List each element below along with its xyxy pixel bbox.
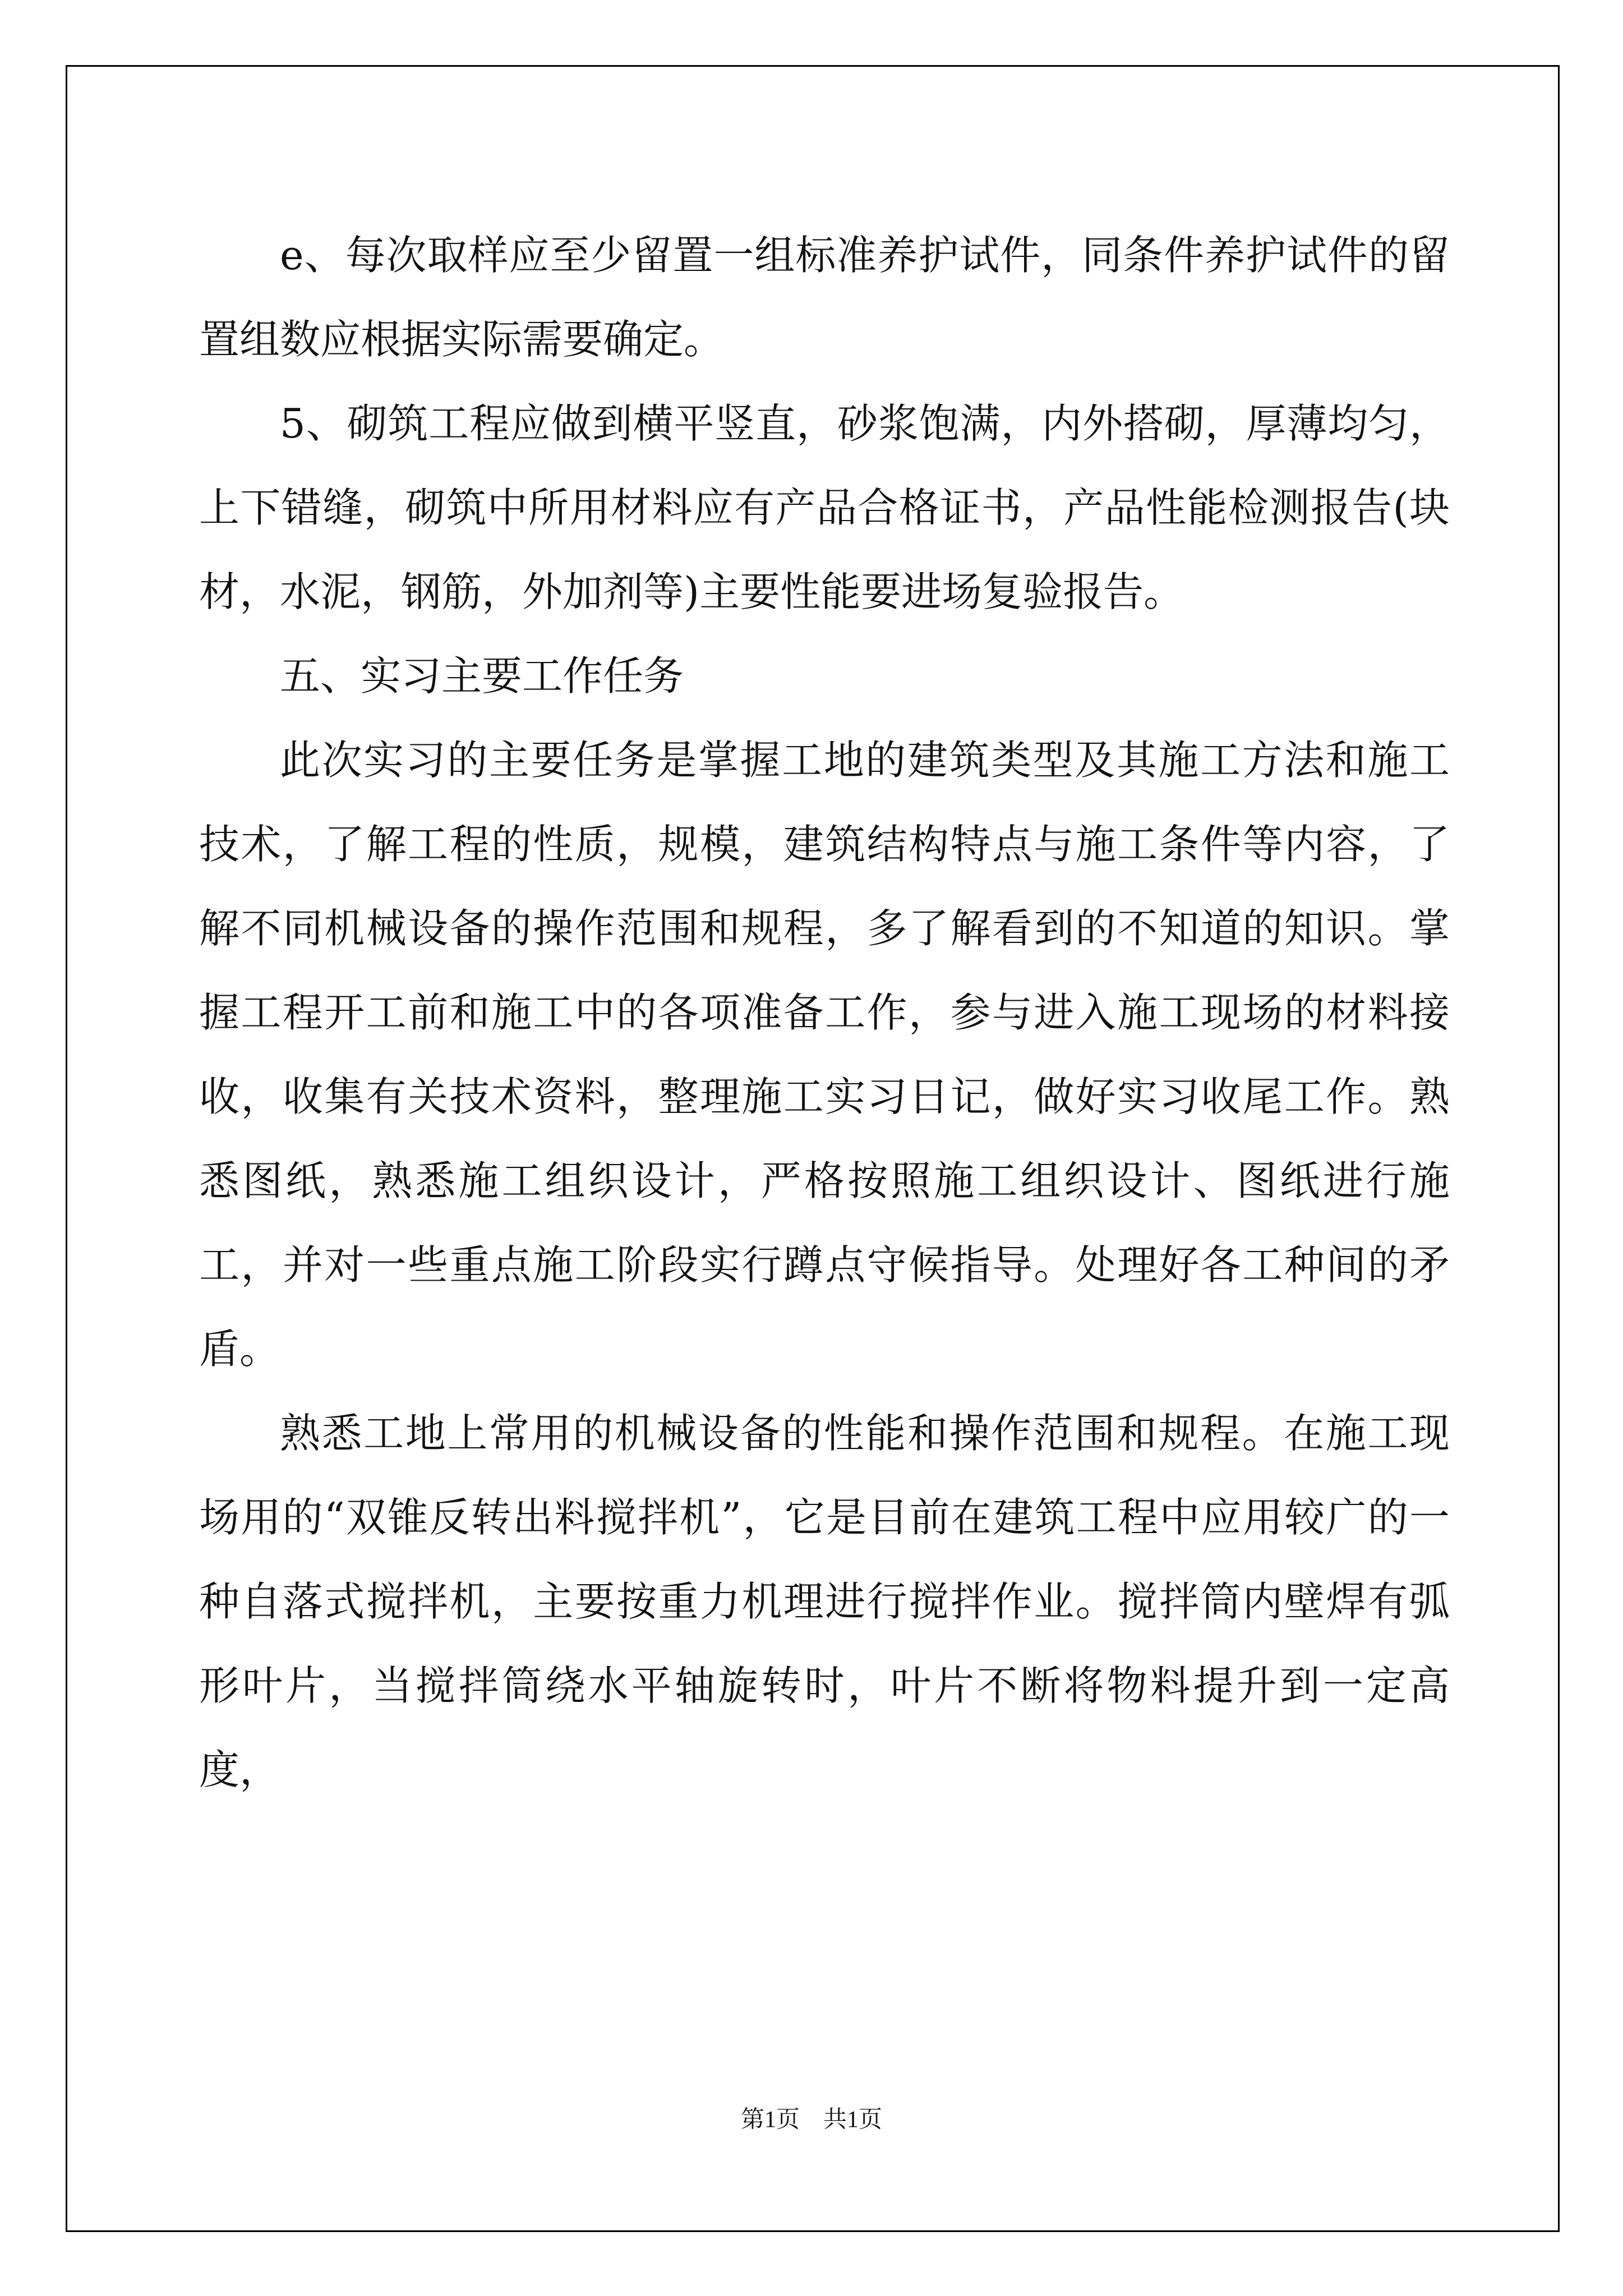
section-heading: 五、实习主要工作任务 — [280, 652, 684, 700]
page-number-footer: 第1页 共1页 — [740, 2107, 882, 2133]
paragraph-2: 5、砌筑工程应做到横平竖直，砂浆饱满，内外搭砌，厚薄均匀，上下错缝，砌筑中所用材料应有产品合格证书，产品性能检测报告(块材，水泥，钢筋，外加剂等)主要性能要进场复验报告。 — [199, 400, 1450, 615]
paragraph-3: 此次实习的主要任务是掌握工地的建筑类型及其施工方法和施工技术，了解工程的性质，规模，建筑结构特点与施工条件等内容，了解不同机械设备的操作范围和规程，多了解看到的不知道的知识。掌握工程开工前和施工中的各项准备工作，参与进入施工现场的材料接收，收集有关技术资料，整理施工实习日记，做好实习收尾工作。熟悉图纸，熟悉施工组织设计，严格按照施工组织设计、图纸进行施工，并对一些重点施工阶段实行蹲点守候指导。处理好各工种间的矛盾。 — [199, 737, 1450, 1373]
paragraph-1: e、每次取样应至少留置一组标准养护试件，同条件养护试件的留置组数应根据实际需要确定。 — [199, 232, 1450, 363]
paragraph-4: 熟悉工地上常用的机械设备的性能和操作范围和规程。在施工现场用的“双锥反转出料搅拌机”，它是目前在建筑工程中应用较广的一种自落式搅拌机，主要按重力机理进行搅拌作业。搅拌筒内壁焊有弧形叶片，当搅拌筒绕水平轴旋转时，叶片不断将物料提升到一定高度， — [199, 1410, 1450, 1793]
document-body — [199, 213, 1450, 1812]
